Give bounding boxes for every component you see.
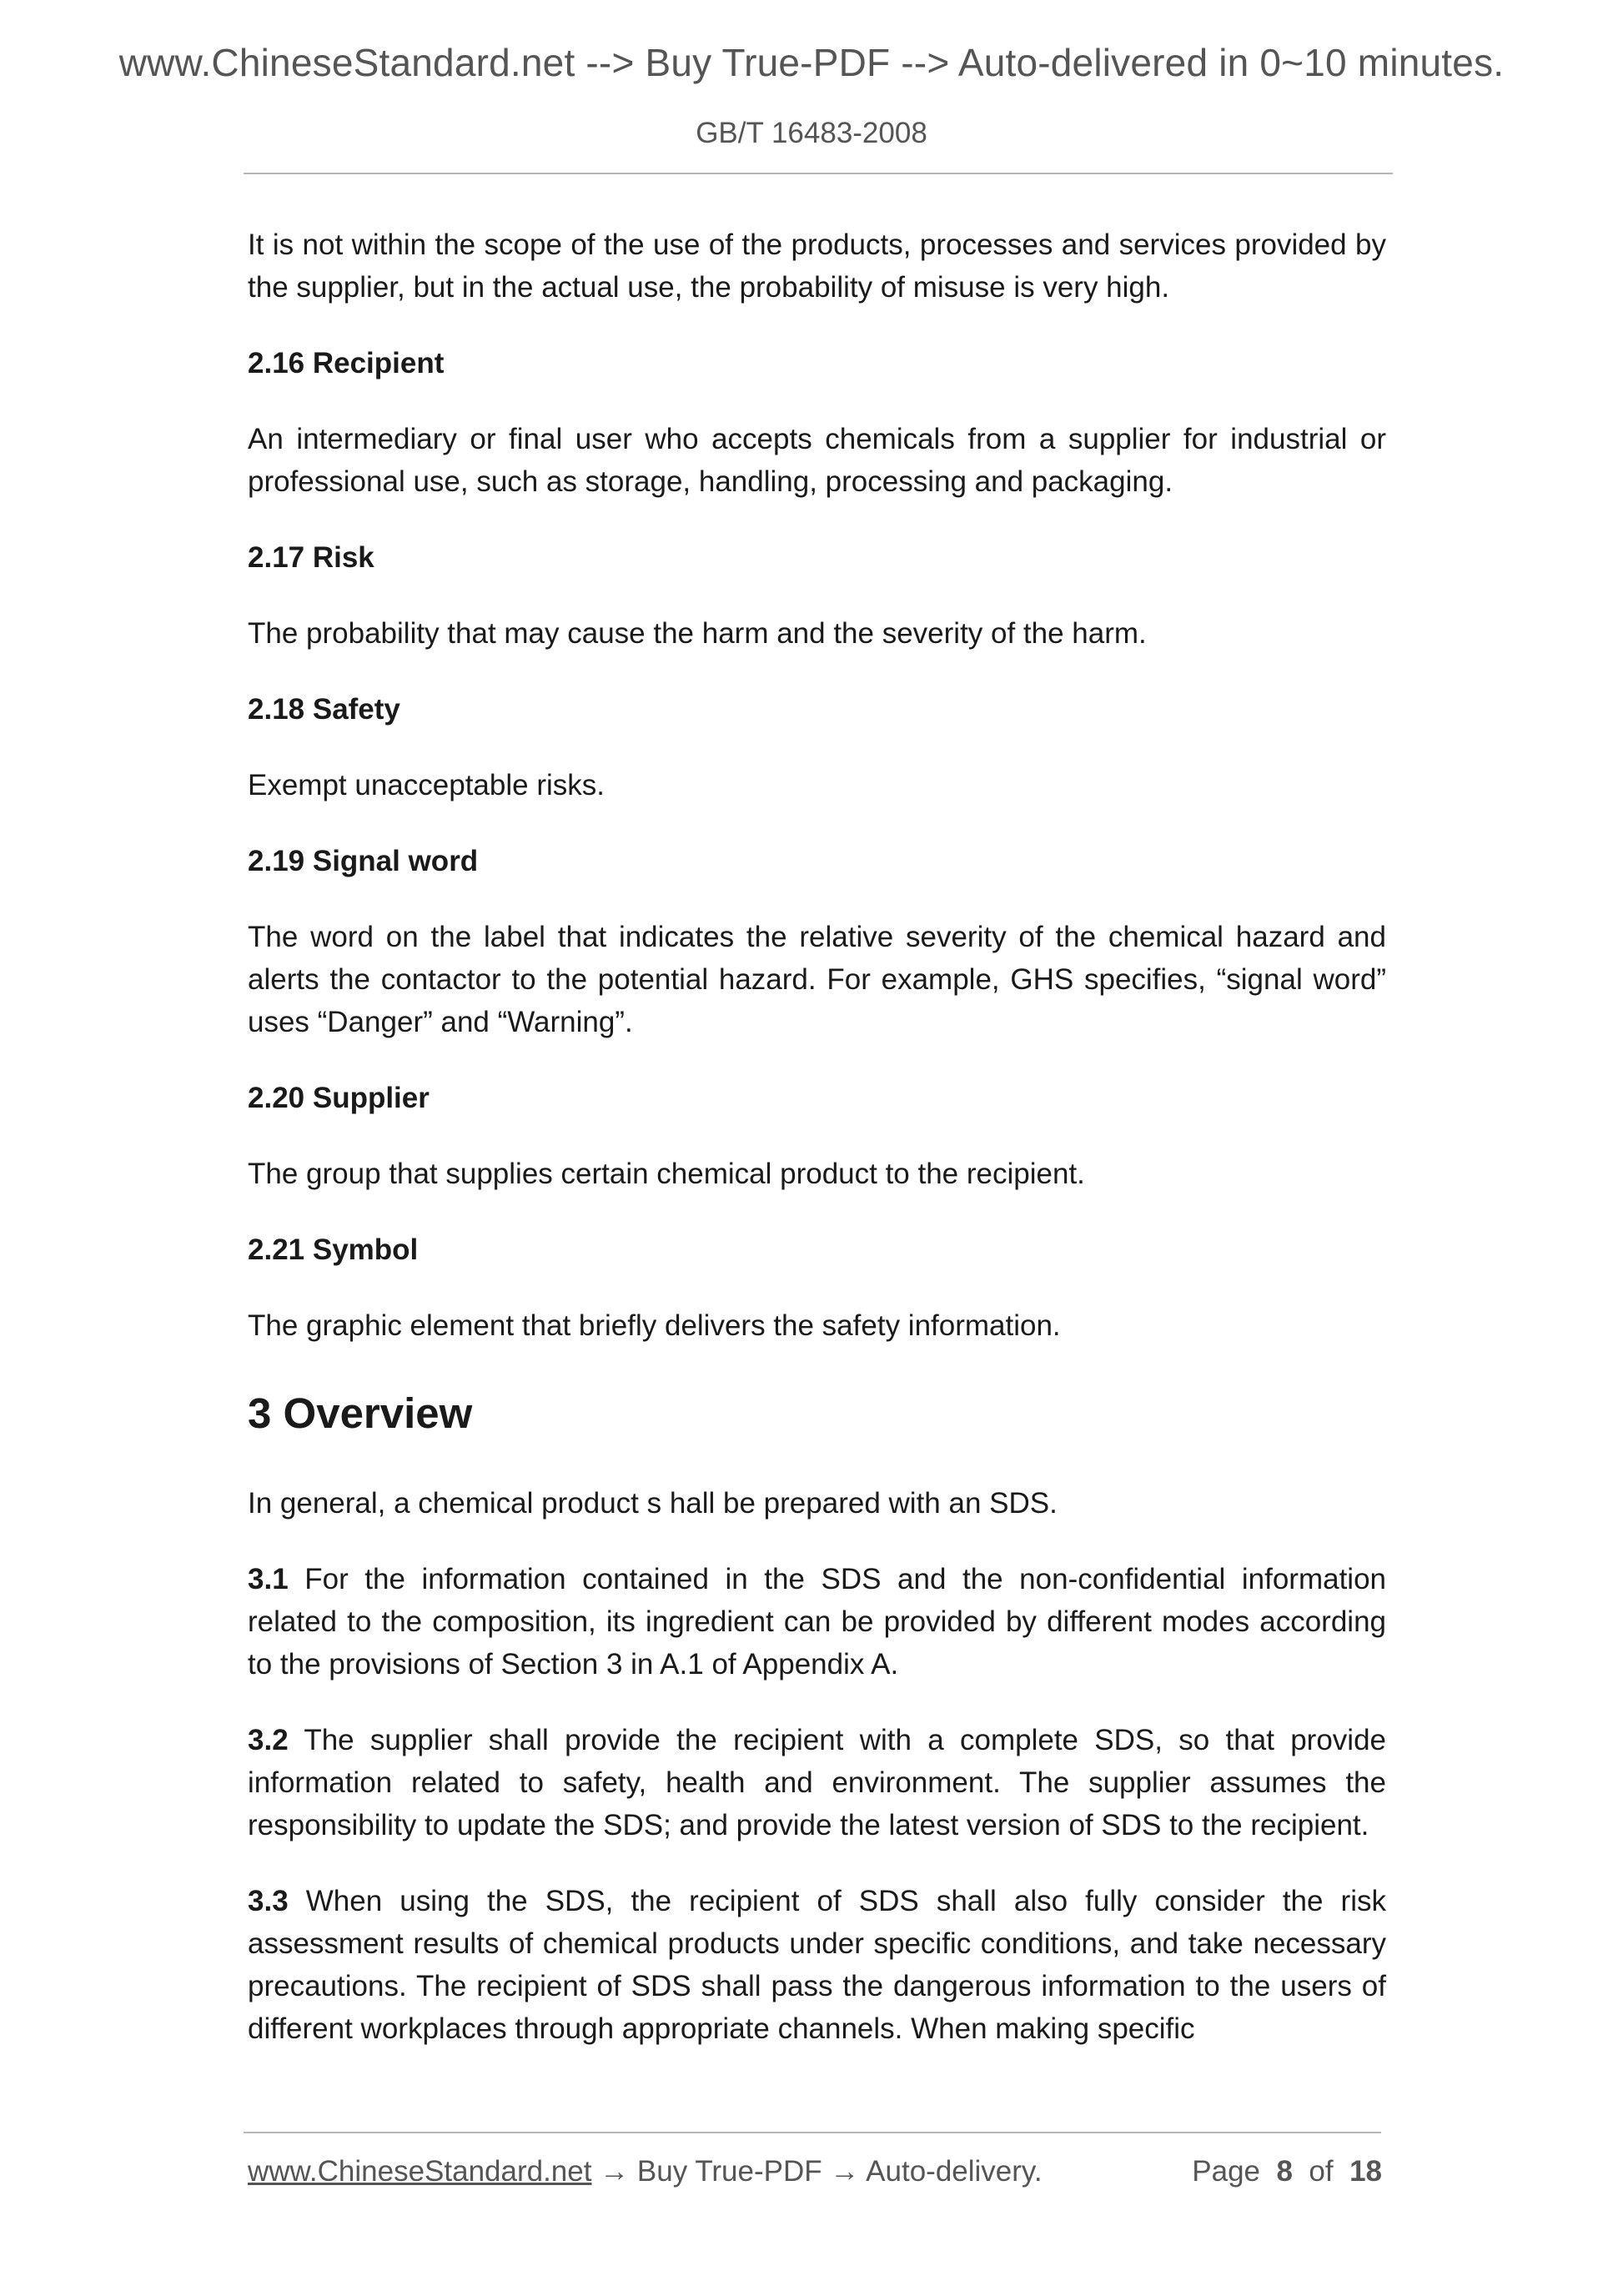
section-2-17-heading: 2.17 Risk <box>248 541 374 574</box>
document-body <box>248 224 1386 2083</box>
clause-3-1-text: For the information contained in the SDS and the non-confidential information related to the composition, its ingredient can be provided by different modes according to the provisions of Section 3 in A.1 of Appendix A. <box>248 1563 1386 1681</box>
section-2-18-heading: 2.18 Safety <box>248 693 400 726</box>
section-2-16-text: An intermediary or final user who accepts chemicals from a supplier for industrial or professional use, such as storage, handling, processing and packaging. <box>248 423 1386 498</box>
page-indicator <box>1192 2155 1382 2188</box>
page-current: 8 <box>1276 2155 1293 2188</box>
section-2-16-heading: 2.16 Recipient <box>248 347 445 379</box>
clause-3-2 <box>248 1719 1386 1846</box>
section-3-intro: In general, a chemical product s hall be prepared with an SDS. <box>248 1487 1058 1520</box>
section-2-18-text: Exempt unacceptable risks. <box>248 769 605 801</box>
page-total: 18 <box>1349 2155 1382 2188</box>
clause-3-2-text: The supplier shall provide the recipient with a complete SDS, so that provide information related to safety, health and environment. The supplier assumes the responsibility to update the SDS; and provide the latest version of SDS to the recipient. <box>248 1724 1387 1841</box>
footer-nav-text: → Buy True-PDF → Auto-delivery. <box>591 2155 1043 2188</box>
clause-3-3 <box>248 1880 1386 2050</box>
header-divider <box>244 173 1393 174</box>
page-of: of <box>1309 2155 1334 2188</box>
site-banner: www.ChineseStandard.net --> Buy True-PDF --> Auto-delivered in 0~10 minutes. <box>118 41 1505 84</box>
section-3-heading: 3 Overview <box>248 1389 473 1437</box>
section-2-21-text: The graphic element that briefly delivers the safety information. <box>248 1309 1061 1342</box>
site-link[interactable]: www.ChineseStandard.net <box>248 2155 592 2188</box>
section-2-20-heading: 2.20 Supplier <box>248 1082 430 1114</box>
clause-3-2-number: 3.2 <box>248 1724 289 1756</box>
clause-3-1-number: 3.1 <box>248 1563 289 1595</box>
page-label: Page <box>1192 2155 1261 2188</box>
section-2-19-heading: 2.19 Signal word <box>248 845 479 877</box>
section-2-20-text: The group that supplies certain chemical product to the recipient. <box>248 1158 1085 1190</box>
footer-links <box>248 2155 1043 2188</box>
clause-3-3-text: When using the SDS, the recipient of SDS shall also fully consider the risk assessment results of chemical products under specific conditions, and take necessary precautions. The recipient of SDS shall pass the dangerous information to the users of different workplaces through appropriate channels. When making specific <box>248 1885 1386 2045</box>
section-2-17-text: The probability that may cause the harm and the severity of the harm. <box>248 617 1147 650</box>
standard-code: GB/T 16483-2008 <box>696 117 927 149</box>
clause-3-3-number: 3.3 <box>248 1885 289 1917</box>
intro-paragraph: It is not within the scope of the use of the products, processes and services provided by the supplier, but in the actual use, the probability of misuse is very high. <box>248 229 1386 304</box>
section-2-21-heading: 2.21 Symbol <box>248 1233 419 1266</box>
clause-3-1 <box>248 1558 1386 1686</box>
footer-divider <box>244 2132 1381 2133</box>
section-2-19-text: The word on the label that indicates the relative severity of the chemical hazard and alerts the contactor to the potential hazard. For example, GHS specifies, “signal word” uses “Danger” and “Warning”. <box>248 921 1386 1038</box>
